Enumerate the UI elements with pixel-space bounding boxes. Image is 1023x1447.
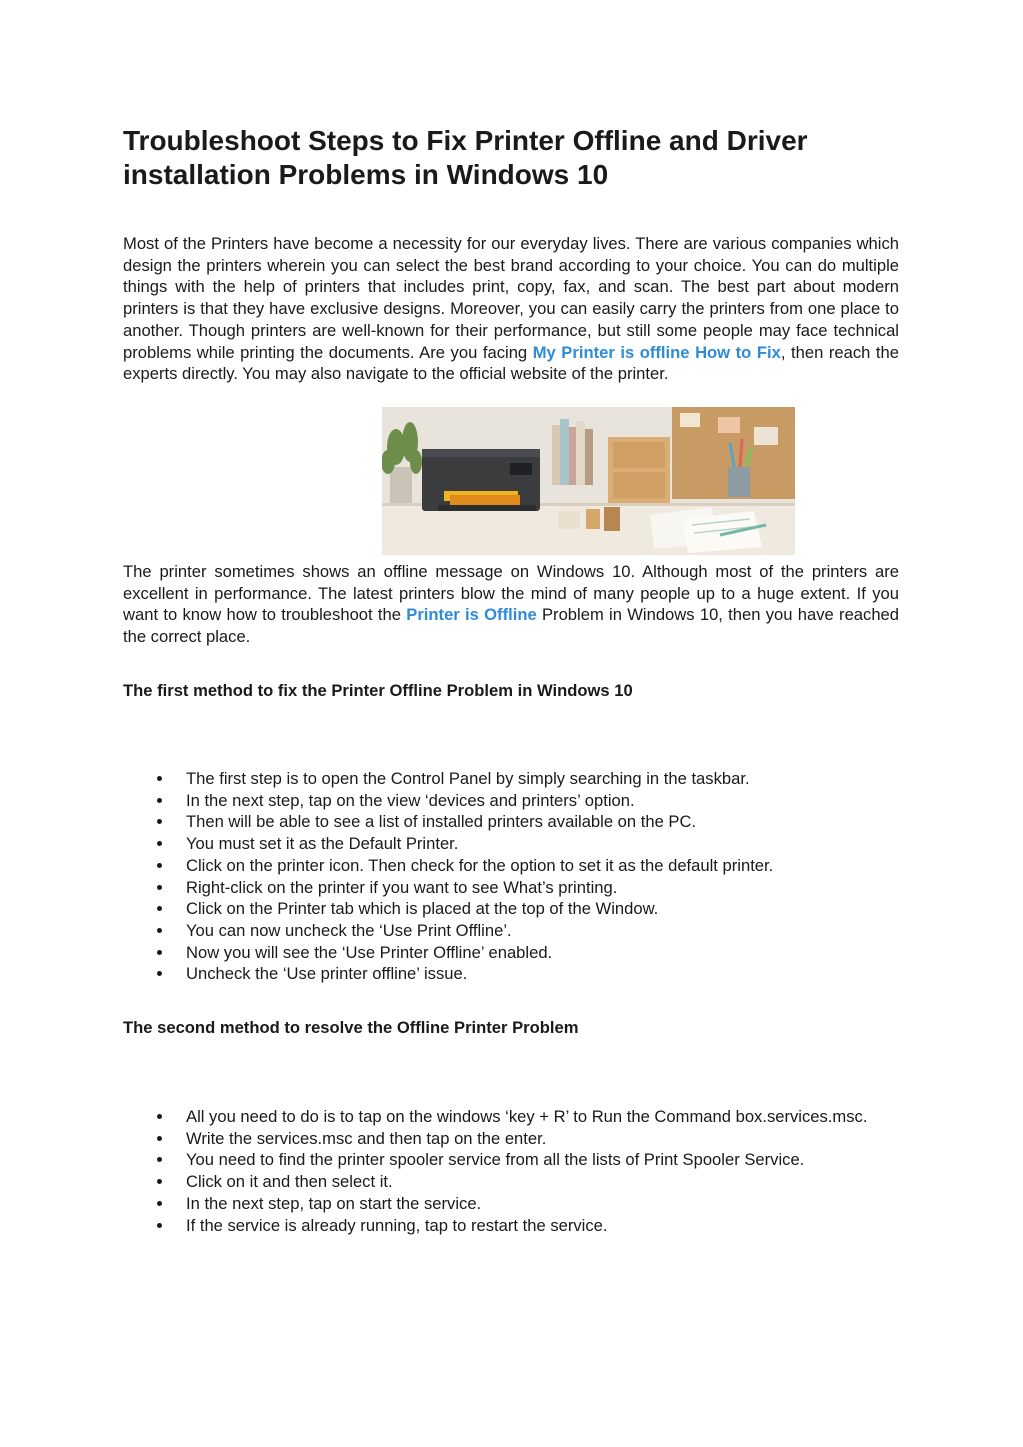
list-item	[150, 1193, 910, 1215]
bullet-icon	[157, 841, 162, 846]
step-text: Then will be able to see a list of installed printers available on the PC.	[186, 812, 697, 832]
method-1-heading: The first method to fix the Printer Offline Problem in Windows 10	[123, 681, 633, 700]
printer-desk-photo	[382, 407, 795, 555]
list-item	[150, 1149, 910, 1171]
list-item	[150, 1171, 910, 1193]
bullet-icon	[157, 971, 162, 976]
bullet-icon	[157, 1136, 162, 1141]
step-text: All you need to do is to tap on the windows ‘key + R’ to Run the Command box.services.msc.	[186, 1107, 868, 1126]
step-text: You need to find the printer spooler service from all the lists of Print Spooler Service.	[186, 1150, 805, 1170]
bullet-icon	[157, 950, 162, 955]
list-item	[150, 963, 910, 985]
step-text: Write the services.msc and then tap on the enter.	[186, 1128, 547, 1148]
step-text: Click on it and then select it.	[186, 1172, 393, 1192]
step-text: Click on the Printer tab which is placed at the top of the Window.	[186, 899, 659, 919]
step-text: Click on the printer icon. Then check for the option to set it as the default printer.	[186, 855, 774, 875]
method-2-heading: The second method to resolve the Offline Printer Problem	[123, 1018, 579, 1037]
step-text: Now you will see the ‘Use Printer Offline’ enabled.	[186, 942, 553, 962]
list-item	[150, 942, 910, 964]
bullet-icon	[157, 1223, 162, 1228]
step-text: Uncheck the ‘Use printer offline’ issue.	[186, 964, 468, 984]
bullet-icon	[157, 1179, 162, 1184]
step-text: You must set it as the Default Printer.	[186, 834, 459, 854]
bullet-icon	[157, 928, 162, 933]
bullet-icon	[157, 1114, 162, 1119]
list-item	[150, 1215, 910, 1237]
bullet-icon	[157, 1157, 162, 1162]
method-2-steps	[150, 1106, 910, 1236]
list-item	[150, 833, 910, 855]
second-text-start: The printer sometimes shows an offline message on Windows 10. Although most of the printers are excellent in performance. The latest printers blow the mind of many people up to a huge extent. If you want to know how to troubleshoot the	[123, 562, 899, 625]
printer-is-offline-link[interactable]: Printer is Offline	[406, 605, 537, 625]
step-text: In the next step, tap on the view ‘devices and printers’ option.	[186, 790, 635, 810]
second-text-end: Problem in Windows 10, then you have reached the correct place.	[123, 605, 900, 647]
step-text: If the service is already running, tap to restart the service.	[186, 1215, 608, 1235]
second-paragraph	[123, 561, 899, 648]
page-title: Troubleshoot Steps to Fix Printer Offline and Driver installation Problems in Windows 10	[123, 125, 808, 190]
bullet-icon	[157, 819, 162, 824]
intro-text-end: , then reach the experts directly. You may also navigate to the official website of the printer.	[123, 342, 899, 384]
my-printer-offline-link[interactable]: My Printer is offline How to Fix	[532, 342, 781, 362]
step-text: In the next step, tap on start the service.	[186, 1193, 482, 1213]
list-item	[150, 855, 910, 877]
list-item	[150, 790, 910, 812]
list-item	[150, 1128, 910, 1150]
bullet-icon	[157, 776, 162, 781]
list-item	[150, 898, 910, 920]
step-text: Right-click on the printer if you want to see What’s printing.	[186, 877, 618, 897]
step-text: The first step is to open the Control Panel by simply searching in the taskbar.	[186, 769, 750, 788]
bullet-icon	[157, 863, 162, 868]
bullet-icon	[157, 798, 162, 803]
list-item	[150, 1106, 910, 1128]
bullet-icon	[157, 1201, 162, 1206]
intro-paragraph	[123, 233, 899, 385]
bullet-icon	[157, 885, 162, 890]
intro-text-start: Most of the Printers have become a necessity for our everyday lives. There are various companies which design the printers wherein you can select the best brand according to your choice. You can do multiple things with the help of printers that includes print, copy, fax, and scan. The best part about modern printers is that they have exclusive designs. Moreover, you can easily carry the printers from one place to another. Though printers are well-known for their performance, but still some people may face technical problems while printing the documents. Are you facing	[123, 234, 899, 362]
list-item	[150, 768, 910, 790]
method-1-steps	[150, 768, 910, 985]
list-item	[150, 877, 910, 899]
list-item	[150, 811, 910, 833]
bullet-icon	[157, 906, 162, 911]
step-text: You can now uncheck the ‘Use Print Offline’.	[186, 920, 512, 940]
list-item	[150, 920, 910, 942]
